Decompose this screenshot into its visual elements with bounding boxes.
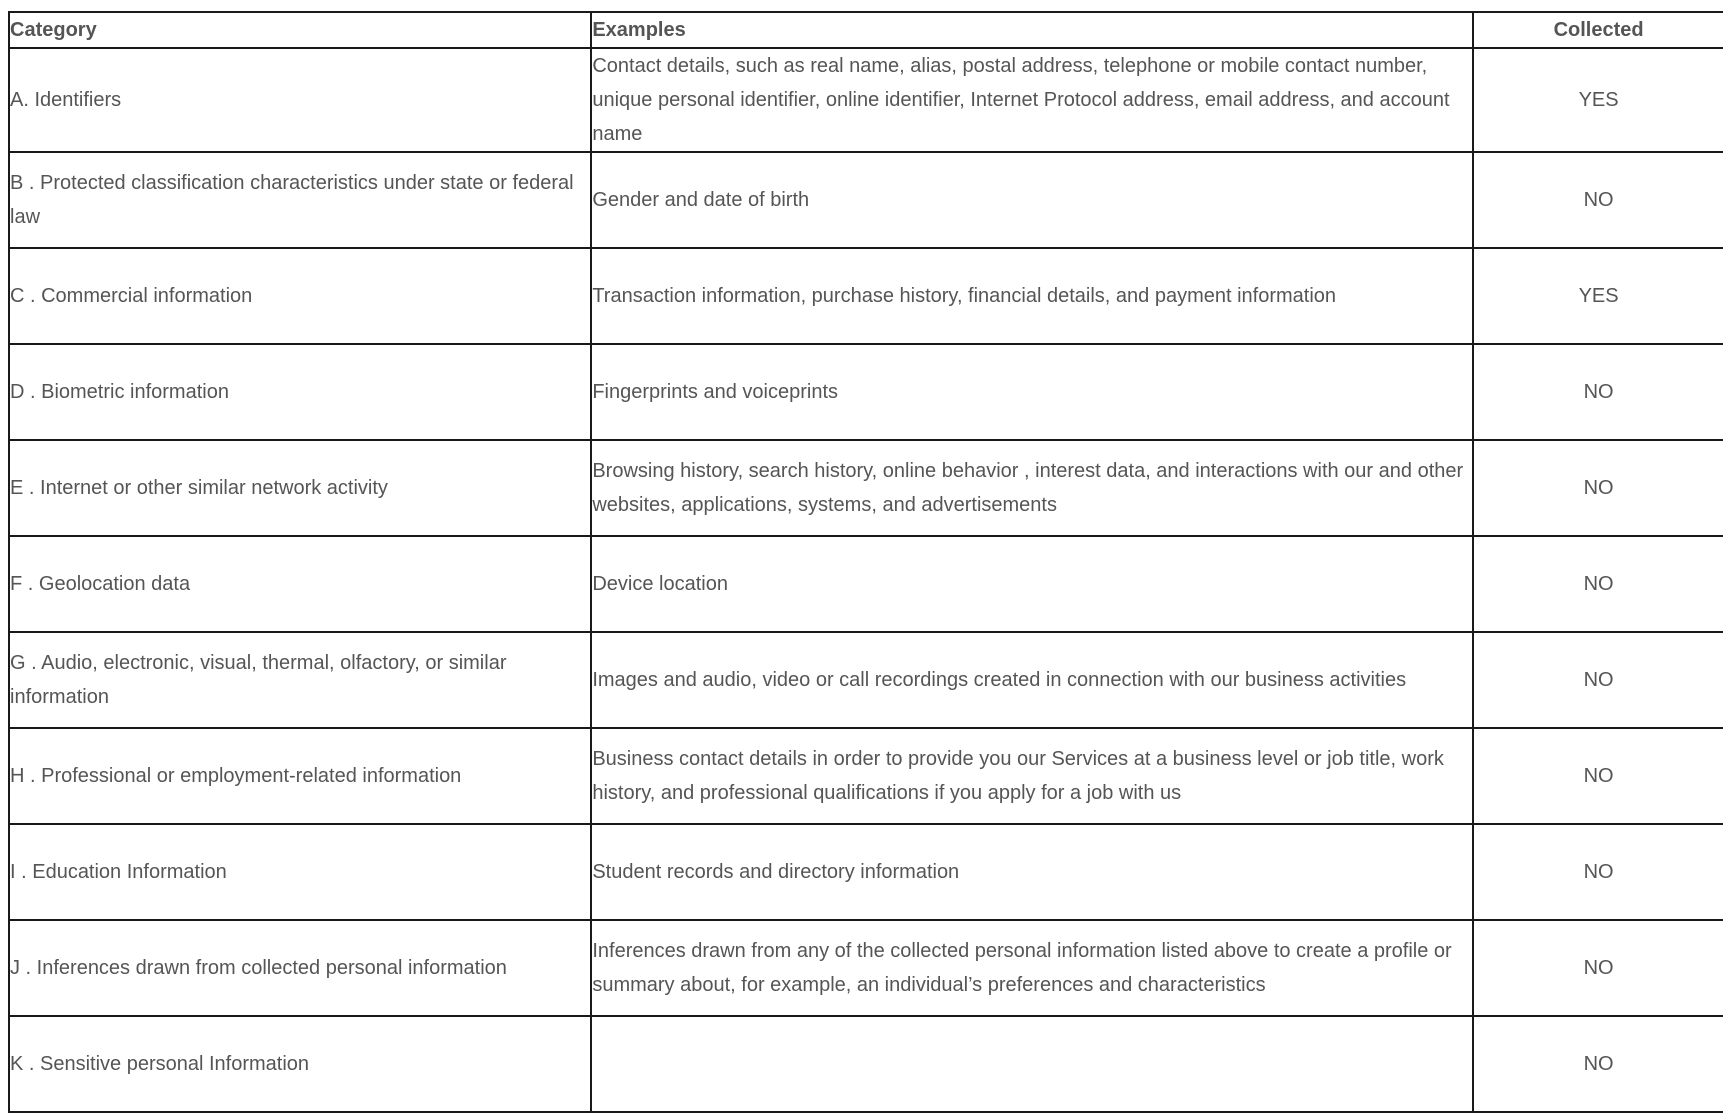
examples-cell	[591, 1016, 1473, 1112]
category-cell: H . Professional or employment-related information	[9, 728, 591, 824]
category-cell: K . Sensitive personal Information	[9, 1016, 591, 1112]
collected-cell: NO	[1473, 536, 1723, 632]
examples-cell: Gender and date of birth	[591, 152, 1473, 248]
category-cell: B . Protected classification characteristics under state or federal law	[9, 152, 591, 248]
category-cell: G . Audio, electronic, visual, thermal, olfactory, or similar information	[9, 632, 591, 728]
header-collected: Collected	[1473, 12, 1723, 48]
table-row	[9, 248, 1723, 344]
examples-cell: Contact details, such as real name, alias, postal address, telephone or mobile contact number, unique personal identifier, online identifier, Internet Protocol address, email address, and account name	[591, 48, 1473, 152]
collected-cell: NO	[1473, 632, 1723, 728]
collected-cell: NO	[1473, 344, 1723, 440]
category-cell: F . Geolocation data	[9, 536, 591, 632]
collected-cell: YES	[1473, 248, 1723, 344]
table-row	[9, 920, 1723, 1016]
table-header-row	[9, 12, 1723, 48]
examples-cell: Student records and directory information	[591, 824, 1473, 920]
examples-cell: Device location	[591, 536, 1473, 632]
category-cell: A. Identifiers	[9, 48, 591, 152]
table-row	[9, 536, 1723, 632]
personal-information-categories-table	[8, 11, 1723, 1113]
collected-cell: NO	[1473, 920, 1723, 1016]
table-row	[9, 824, 1723, 920]
table-row	[9, 48, 1723, 152]
table-row	[9, 728, 1723, 824]
table-row	[9, 152, 1723, 248]
table-row	[9, 632, 1723, 728]
collected-cell: NO	[1473, 152, 1723, 248]
collected-cell: NO	[1473, 728, 1723, 824]
examples-cell: Fingerprints and voiceprints	[591, 344, 1473, 440]
collected-cell: NO	[1473, 824, 1723, 920]
collected-cell: NO	[1473, 1016, 1723, 1112]
examples-cell: Images and audio, video or call recordings created in connection with our business activities	[591, 632, 1473, 728]
table-row	[9, 1016, 1723, 1112]
collected-cell: YES	[1473, 48, 1723, 152]
examples-cell: Inferences drawn from any of the collected personal information listed above to create a profile or summary about, for example, an individual’s preferences and characteristics	[591, 920, 1473, 1016]
category-cell: E . Internet or other similar network activity	[9, 440, 591, 536]
category-cell: D . Biometric information	[9, 344, 591, 440]
collected-cell: NO	[1473, 440, 1723, 536]
examples-cell: Business contact details in order to provide you our Services at a business level or job title, work history, and professional qualifications if you apply for a job with us	[591, 728, 1473, 824]
category-cell: I . Education Information	[9, 824, 591, 920]
table-row	[9, 344, 1723, 440]
examples-cell: Browsing history, search history, online behavior , interest data, and interactions with our and other websites, applications, systems, and advertisements	[591, 440, 1473, 536]
category-cell: J . Inferences drawn from collected personal information	[9, 920, 591, 1016]
category-cell: C . Commercial information	[9, 248, 591, 344]
examples-cell: Transaction information, purchase history, financial details, and payment information	[591, 248, 1473, 344]
table-row	[9, 440, 1723, 536]
header-examples: Examples	[591, 12, 1473, 48]
header-category: Category	[9, 12, 591, 48]
